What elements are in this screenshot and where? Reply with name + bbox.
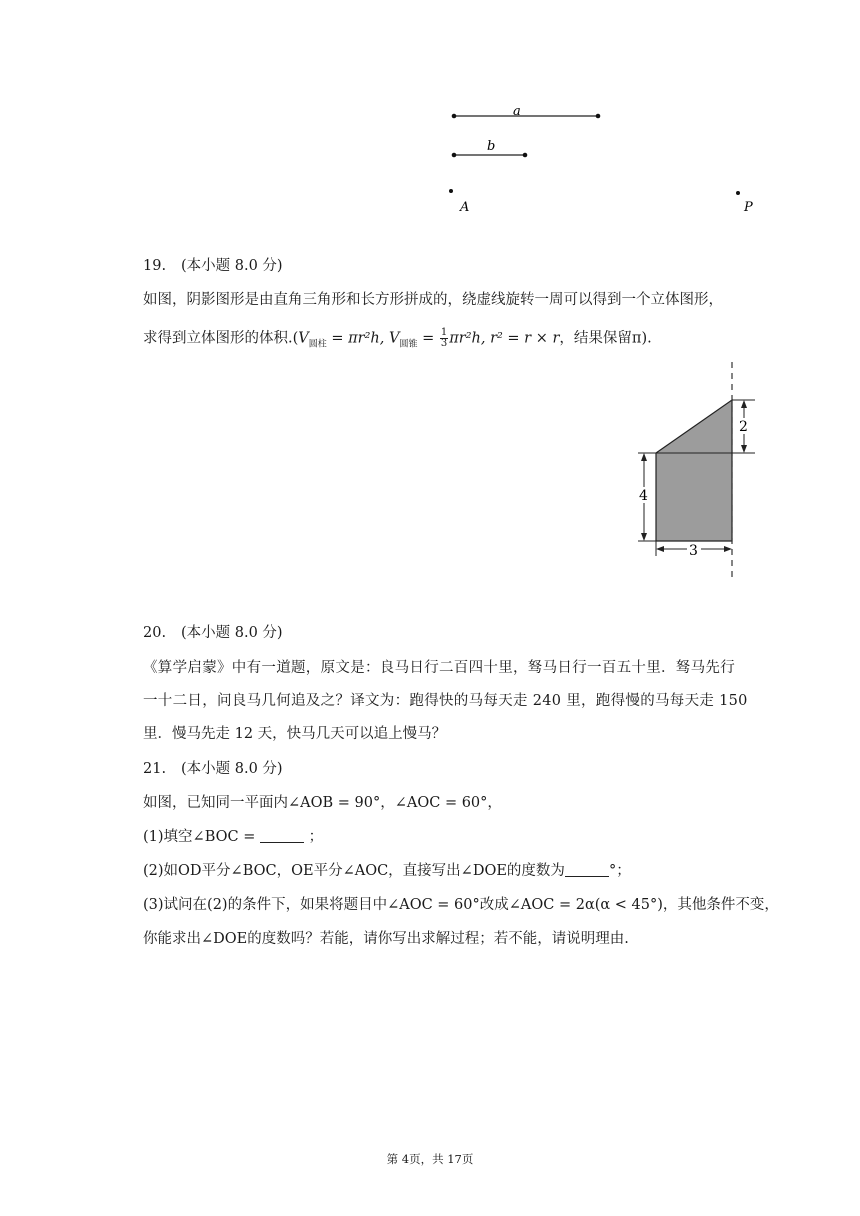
- q19-points: (本小题 8.0 分): [181, 258, 283, 274]
- q21-part1-prefix: (1)填空∠BOC =: [143, 829, 260, 845]
- q21-part3-line2: 你能求出∠DOE的度数吗？若能，请你写出求解过程；若不能，请说明理由.: [143, 931, 629, 947]
- q20-number: 20.: [143, 625, 167, 641]
- q19-v-cyl-eq: = πr²h,: [326, 330, 389, 347]
- dim-4-arrow-bottom: [641, 533, 647, 541]
- q21-part2-prefix: (2)如OD平分∠BOC，OE平分∠AOC，直接写出∠DOE的度数为: [143, 863, 565, 879]
- q19-v-cone-eq: =: [417, 330, 439, 347]
- q19-v-cyl: V: [298, 330, 309, 347]
- q19-line2-suffix: ，结果保留π).: [559, 330, 652, 347]
- segment-b-start-dot: [452, 153, 457, 158]
- segment-a-label: a: [513, 104, 521, 119]
- dim-4-arrow-top: [641, 453, 647, 461]
- q21-points: (本小题 8.0 分): [181, 761, 283, 777]
- dim-4-label: 4: [639, 488, 648, 504]
- point-p-label: P: [744, 200, 753, 215]
- q19-v-cone: V: [388, 330, 400, 347]
- q20-line2: 一十二日，问良马几何追及之？译文为：跑得快的马每天走 240 里，跑得慢的马每天走 150: [143, 693, 748, 709]
- dim-3-label: 3: [689, 543, 698, 559]
- segment-a-start-dot: [452, 114, 457, 119]
- q19-shape-figure: [620, 360, 760, 585]
- q19-v-cone-sub: 圆锥: [399, 339, 418, 350]
- q19-v-cone-rest: πr²h, r² = r × r: [449, 330, 560, 347]
- q20-points: (本小题 8.0 分): [181, 625, 283, 641]
- q19-number: 19.: [143, 258, 167, 274]
- segment-b-label: b: [487, 139, 496, 154]
- dim-2-label: 2: [739, 419, 748, 435]
- q21-header: [143, 759, 283, 779]
- q19-line1: 如图，阴影图形是由直角三角形和长方形拼成的，绕虚线旋转一周可以得到一个立体图形，: [143, 292, 723, 308]
- q19-frac-num: 1: [440, 327, 448, 338]
- dim-3-arrow-right: [724, 546, 732, 552]
- q21-part1-answer-blank[interactable]: [260, 828, 304, 843]
- segment-a-end-dot: [596, 114, 601, 119]
- q21-number: 21.: [143, 761, 167, 777]
- q19-frac-den: 3: [440, 338, 448, 349]
- q19-formula-open: (: [292, 330, 299, 347]
- point-a-label: A: [460, 200, 470, 215]
- segments-figure: [440, 100, 760, 220]
- dim-3-arrow-left: [656, 546, 664, 552]
- q21-part1-suffix: ；: [303, 829, 324, 845]
- q21-part2-answer-blank[interactable]: [565, 862, 609, 877]
- q20-line1: 《算学启蒙》中有一道题，原文是：良马日行二百四十里，驽马日行一百五十里．驽马先行: [143, 660, 735, 676]
- q20-header: [143, 623, 283, 643]
- point-a-dot: [449, 189, 453, 193]
- dim-2-arrow-top: [741, 400, 747, 408]
- q19-header: [143, 256, 283, 276]
- shaded-shape: [656, 400, 732, 541]
- page-footer: 第 4页，共 17页: [386, 1152, 474, 1166]
- segment-b-end-dot: [523, 153, 528, 158]
- q19-line2-prefix: 求得到立体图形的体积.: [143, 330, 293, 347]
- q20-line3: 里．慢马先走 12 天，快马几天可以追上慢马？: [143, 726, 447, 742]
- point-p-dot: [736, 191, 740, 195]
- q19-v-cyl-sub: 圆柱: [308, 339, 327, 350]
- q19-line2: [143, 328, 652, 355]
- q21-part1: [143, 827, 323, 847]
- q19-fraction: [440, 328, 448, 349]
- dim-2-arrow-bottom: [741, 445, 747, 453]
- q21-part2: [143, 861, 631, 881]
- q21-part2-suffix: °；: [608, 863, 631, 879]
- q21-part3-line1: (3)试问在(2)的条件下，如果将题目中∠AOC = 60°改成∠AOC = 2α(α < 45°)，其他条件不变，: [143, 897, 779, 913]
- q21-line1: 如图，已知同一平面内∠AOB = 90°，∠AOC = 60°，: [143, 795, 502, 811]
